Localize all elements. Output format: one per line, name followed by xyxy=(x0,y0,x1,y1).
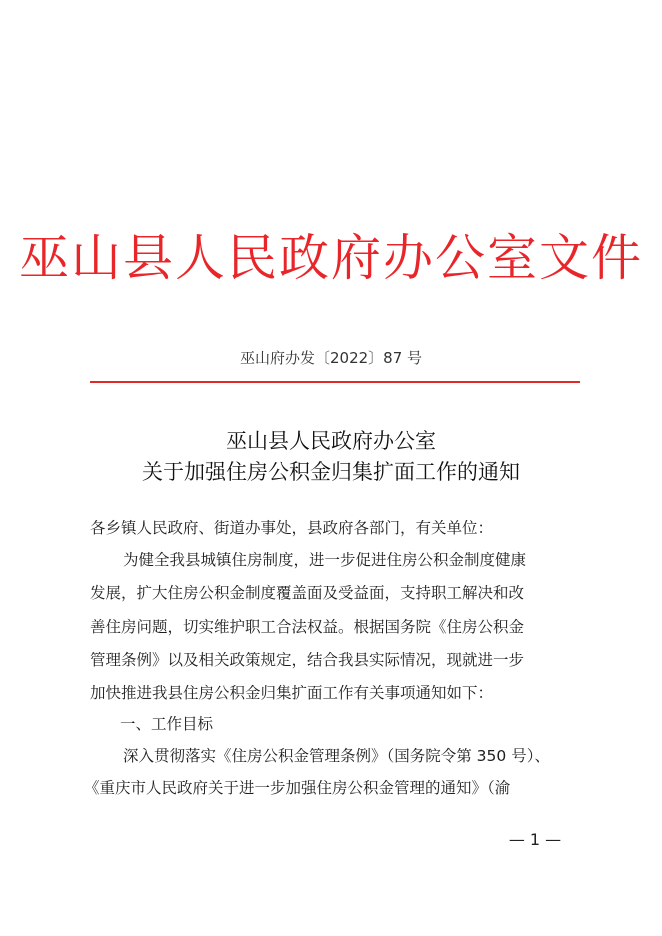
paragraph-2-line-2: 《重庆市人民政府关于进一步加强住房公积金管理的通知》（渝 xyxy=(84,779,511,797)
document-header-title: 巫山县人民政府办公室文件 xyxy=(19,229,643,287)
addressee-line: 各乡镇人民政府、街道办事处，县政府各部门，有关单位： xyxy=(90,519,494,537)
header-divider xyxy=(90,381,580,383)
document-title-line-2: 关于加强住房公积金归集扩面工作的通知 xyxy=(142,460,520,484)
paragraph-1-line-3: 善住房问题，切实维护职工合法权益。根据国务院《住房公积金 xyxy=(90,618,525,636)
paragraph-1-line-4: 管理条例》以及相关政策规定，结合我县实际情况，现就进一步 xyxy=(90,651,525,669)
paragraph-1-line-1: 为健全我县城镇住房制度，进一步促进住房公积金制度健康 xyxy=(123,551,527,569)
paragraph-2-line-1: 深入贯彻落实《住房公积金管理条例》（国务院令第 350 号）、 xyxy=(123,747,550,765)
section-1-heading: 一、工作目标 xyxy=(120,715,214,733)
document-title-line-1: 巫山县人民政府办公室 xyxy=(226,429,436,453)
page-number: — 1 — xyxy=(508,830,562,849)
document-number: 巫山府办发〔2022〕87 号 xyxy=(239,349,423,367)
paragraph-1-line-5: 加快推进我县住房公积金归集扩面工作有关事项通知如下： xyxy=(90,684,494,702)
paragraph-1-line-2: 发展，扩大住房公积金制度覆盖面及受益面，支持职工解决和改 xyxy=(90,584,525,602)
